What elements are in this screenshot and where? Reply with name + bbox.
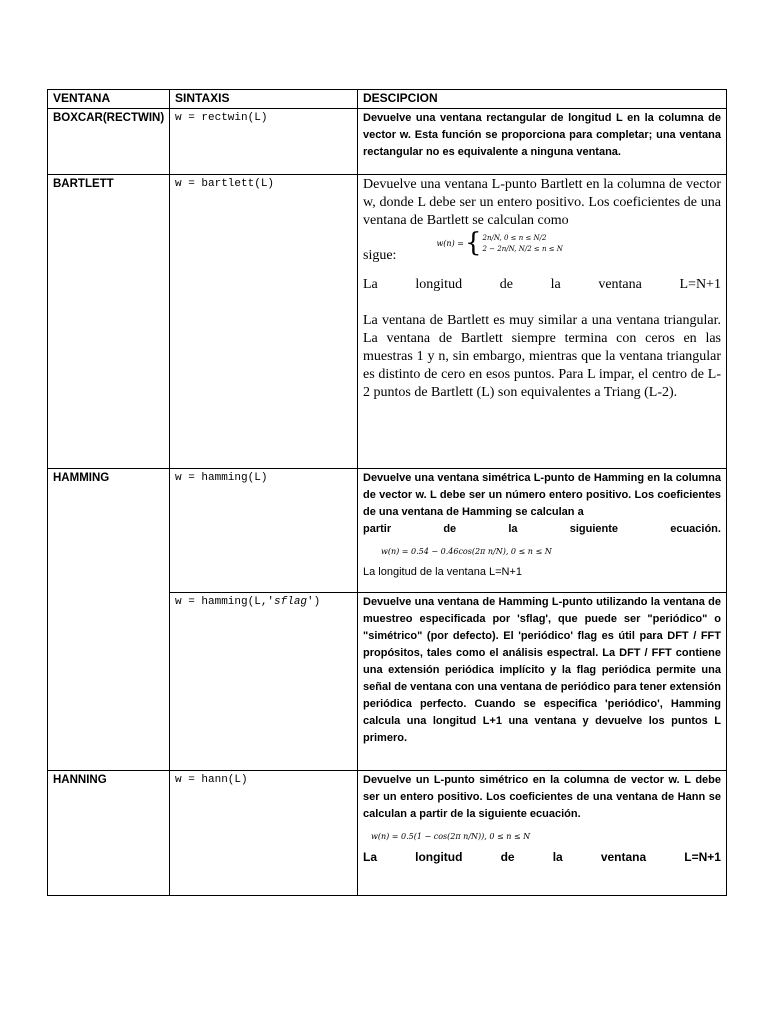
bartlett-length-word: La bbox=[363, 277, 378, 292]
syntax-hamming-sflag bbox=[170, 593, 358, 771]
bartlett-length-word: longitud bbox=[415, 277, 463, 292]
header-ventana: VENTANA bbox=[48, 90, 170, 109]
hann-equation: w(n) = 0.5(1 − cos(2π n/N)), 0 ≤ n ≤ N bbox=[371, 831, 531, 841]
hamming-equation: w(n) = 0.54 − 0.46cos(2π n/N), 0 ≤ n ≤ N bbox=[381, 546, 552, 556]
equation-brace: { bbox=[464, 228, 482, 258]
bartlett-equation bbox=[436, 230, 562, 256]
hanning-length-word: de bbox=[500, 850, 515, 864]
hamming-word: ecuación. bbox=[670, 523, 721, 535]
hanning-length-word: longitud bbox=[415, 850, 463, 864]
bartlett-length-word: la bbox=[550, 277, 561, 292]
table-header-row bbox=[48, 90, 727, 109]
window-name-boxcar: BOXCAR(RECTWIN) bbox=[48, 109, 170, 175]
syntax-rectwin: w = rectwin(L) bbox=[170, 109, 358, 175]
syntax-hamming-sflag-prefix: w = hamming(L,' bbox=[175, 596, 275, 608]
description-hamming bbox=[358, 469, 727, 593]
bartlett-equation-lhs: w(n) = bbox=[436, 238, 464, 248]
hanning-length-word: L=N+1 bbox=[684, 850, 721, 864]
sigue-text: sigue: bbox=[363, 248, 397, 263]
description-bartlett bbox=[358, 175, 727, 469]
hamming-word: partir bbox=[363, 523, 392, 535]
description-boxcar-text: Devuelve una ventana rectangular de longitud L en la columna de vector w. Esta función se proporciona para completar; una ventana rectangular no es equivalente a ninguna ventana. bbox=[363, 112, 721, 158]
hamming-length: La longitud de la ventana L=N+1 bbox=[363, 566, 523, 578]
syntax-hann: w = hann(L) bbox=[170, 771, 358, 896]
syntax-sflag-param: sflag bbox=[274, 596, 308, 608]
hamming-word: siguiente bbox=[569, 523, 619, 535]
description-hanning-text: Devuelve un L-punto simétrico en la columna de vector w. L debe ser un entero positivo. Los coeficientes de una ventana de Hann se calculan a partir de la siguiente ecuación. bbox=[363, 774, 721, 820]
syntax-hamming: w = hamming(L) bbox=[170, 469, 358, 593]
table-row-hanning bbox=[48, 771, 727, 896]
window-functions-table bbox=[47, 89, 727, 896]
table-row-bartlett bbox=[48, 175, 727, 469]
bartlett-paragraph: La ventana de Bartlett es muy similar a una ventana triangular. La ventana de Bartlett siempre termina con ceros en las muestras 1 y n, sin embargo, mientras que la ventana triangular es distinto de cero en esos puntos. Para L impar, el centro de L-2 puntos de Bartlett (L) son equivalentes a Triang (L-2). bbox=[363, 313, 721, 400]
bartlett-length-word: ventana bbox=[598, 277, 642, 292]
hanning-length-word: la bbox=[552, 850, 563, 864]
hamming-last-line bbox=[363, 521, 721, 538]
window-name-hanning: HANNING bbox=[48, 771, 170, 896]
hamming-word: la bbox=[508, 523, 518, 535]
table-row-boxcar bbox=[48, 109, 727, 175]
bartlett-equation-row bbox=[363, 230, 721, 266]
bartlett-case-2: 2 − 2n/N, N/2 ≤ n ≤ N bbox=[482, 244, 563, 253]
hann-equation-line bbox=[363, 823, 721, 849]
hanning-length-word: La bbox=[363, 850, 378, 864]
window-name-bartlett: BARTLETT bbox=[48, 175, 170, 469]
table-row-hamming bbox=[48, 469, 727, 593]
hamming-word: de bbox=[443, 523, 457, 535]
bartlett-length-line bbox=[363, 276, 721, 294]
description-hanning bbox=[358, 771, 727, 896]
description-hamming-text: Devuelve una ventana simétrica L-punto de Hamming en la columna de vector w. L debe ser un número entero positivo. Los coeficientes de una ventana de Hamming se calculan a bbox=[363, 472, 721, 518]
hamming-equation-line bbox=[363, 538, 721, 564]
description-boxcar bbox=[358, 109, 727, 175]
description-bartlett-text: Devuelve una ventana L-punto Bartlett en la columna de vector w, donde L debe ser un entero positivo. Los coeficientes de una ventana de Bartlett se calculan como bbox=[363, 177, 721, 228]
header-sintaxis: SINTAXIS bbox=[170, 90, 358, 109]
description-hamming-sflag bbox=[358, 593, 727, 771]
bartlett-case-1: 2n/N, 0 ≤ n ≤ N/2 bbox=[482, 233, 547, 242]
bartlett-length-word: L=N+1 bbox=[679, 277, 721, 292]
syntax-hamming-sflag-suffix: ') bbox=[307, 596, 321, 608]
window-name-hamming: HAMMING bbox=[48, 469, 170, 771]
header-descripcion: DESCIPCION bbox=[358, 90, 727, 109]
syntax-bartlett: w = bartlett(L) bbox=[170, 175, 358, 469]
hanning-length-word: ventana bbox=[600, 850, 647, 864]
hanning-length-line bbox=[363, 849, 721, 866]
description-hamming-sflag-text: Devuelve una ventana de Hamming L-punto utilizando la ventana de muestreo especificada por 'sflag', que puede ser "periódico" o "simétrico" (por defecto). El 'periódico' flag es útil para DFT / FFT propósitos, tales como el análisis espectral. La DFT / FFT contiene una extensión periódica implícito y la flag periódica permite una señal de ventana con una ventana de periódico para tener extensión periódica perfecto. Cuando se especifica 'periódico', Hamming calcula una longitud L+1 una ventana y devuelve los puntos L primero. bbox=[363, 596, 721, 744]
bartlett-equation-cases bbox=[483, 234, 563, 253]
bartlett-length-word: de bbox=[499, 277, 513, 292]
